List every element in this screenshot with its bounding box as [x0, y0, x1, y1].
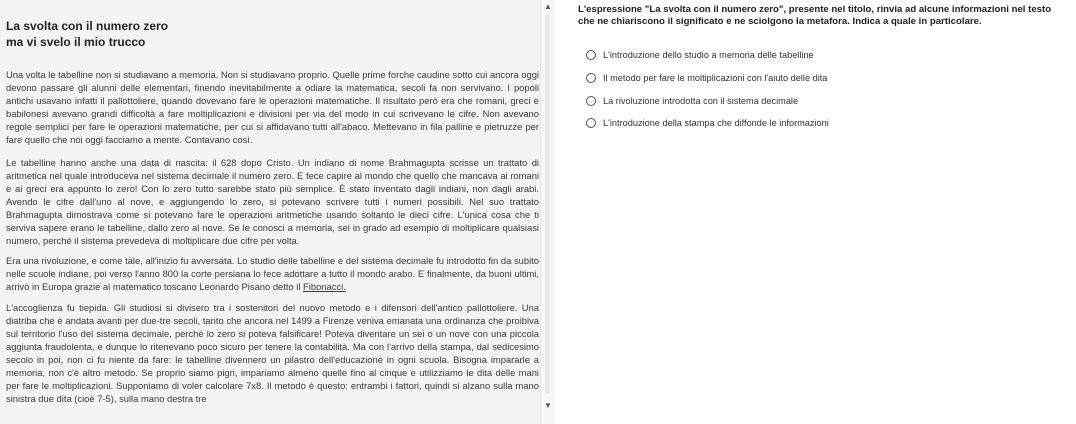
article-paragraph-3: [6, 254, 539, 293]
radio-button-icon[interactable]: [586, 96, 596, 106]
radio-button-icon[interactable]: [586, 118, 596, 128]
question-text: L'espressione "La svolta con il numero zero", presente nel titolo, rinvia ad alcune informazioni nel testo che ne chiariscono il significato e ne sciolgono la metafora. Indica a quale in particolare.: [578, 4, 1052, 27]
answer-option-label: L'introduzione della stampa che diffonde le informazioni: [603, 118, 829, 129]
article-title-line-1: La svolta con il numero zero: [6, 19, 169, 33]
article-paragraph-3-text: Era una rivoluzione, e come tale, all'inizio fu avversata. Lo studio delle tabelline e del sistema decimale fu introdotto fin da subito nelle scuole indiane, poi verso l'anno 800 la corte persiana lo fece adottare a tutto il mondo arabo. E finalmente, da buoni ultimi, arrivò in Europa grazie al matematico toscano Leonardo Pisano detto il: [6, 255, 539, 293]
answer-options: [586, 44, 1066, 135]
article-title: [6, 18, 306, 50]
radio-button-icon[interactable]: [586, 50, 596, 60]
article-paragraph-2: Le tabelline hanno anche una data di nascita: il 628 dopo Cristo. Un indiano di nome Brahmagupta scrisse un trattato di aritmetica nel quale introduceva nel sistema decimale il numero zero. E fece capire al mondo che quello che mancava ai romani e ai greci era appunto lo zero! Con lo zero tutto sarebbe stato più semplice. È stato inventato dagli indiani, non dagli arabi. Avendo le cifre dall'uno al nove, e aggiungendo lo zero, si potevano scrivere tutti i numeri possibili. Nel suo trattato Brahmagupta dimostrava come si potevano fare le operazioni aritmetiche usando soltanto le dieci cifre. L'unica cosa che ti serviva sapere erano le tabelline, dallo zero al nove. Se le conosci a memoria, sei in grado ad esempio di moltiplicare qualsiasi numero, perché il sistema prevedeva di moltiplicare due cifre per volta.: [6, 156, 539, 247]
vertical-scrollbar[interactable]: [540, 0, 555, 424]
article-paragraph-1: Una volta le tabelline non si studiavano a memoria. Non si studiavano proprio. Quelle prime forche caudine sotto cui ancora oggi devono passare gli alunni delle elementari, finendo inevitabilmente a odiare la matematica, secoli fa non servivano. I popoli antichi usavano infatti il pallottoliere, quando dovevano fare le operazioni matematiche. Il risultato però era che romani, greci e babilonesi avevano grandi difficoltà a fare moltiplicazioni e divisioni per via del modo in cui scrivevano le cifre. Non avevano regole semplici per fare le operazioni matematiche, per cui si affidavano tutti all'abaco. Mettevano in fila palline e pietruzze per fare quello che noi oggi facciamo a mente. Contavano così.: [6, 69, 539, 146]
answer-option-2[interactable]: [586, 67, 1066, 90]
answer-option-1[interactable]: [586, 44, 1066, 67]
scroll-thumb[interactable]: [545, 14, 550, 394]
answer-option-4[interactable]: [586, 112, 1066, 135]
radio-button-icon[interactable]: [586, 73, 596, 83]
answer-option-label: Il metodo per fare le moltiplicazioni con l'aiuto delle dita: [603, 73, 828, 84]
fibonacci-link[interactable]: Fibonacci.: [303, 281, 346, 293]
article-paragraph-4: L'accoglienza fu tiepida. Gli studiosi si divisero tra i sostenitori del nuovo metodo e i difensori dell'antico pallottoliere. Una diatriba che è andata avanti per due-tre secoli, tanto che ancora nel 1499 a Firenze veniva emanata una ordinanza che proibiva sul territorio l'uso del sistema decimale, perché lo zero si poteva falsificare! Poteva diventare un sei o un nove con una piccola aggiunta fraudolenta, e dunque lo ritenevano poco sicuro per tenere la contabilità. Ma con l'arrivo della stampa, dal sedicesimo secolo in poi, non ci fu niente da fare: le tabelline divennero un pilastro dell'educazione in ogni scuola. Bisogna impararle a memoria, non c'è altro metodo. Se proprio siamo pigri, impariamo almeno quelle fino al cinque e utilizziamo le dita delle mani per fare le moltiplicazioni. Supponiamo di voler calcolare 7x8. Il metodo è questo: entrambi i fattori, quindi si alzano sulla mano sinistra due dita (cioè 7-5), sulla mano destra tre: [6, 301, 539, 405]
question-pane: [556, 0, 1076, 424]
article-title-line-2: ma vi svelo il mio trucco: [6, 35, 146, 49]
answer-option-label: La rivoluzione introdotta con il sistema decimale: [603, 95, 799, 106]
answer-option-label: L'introduzione dello studio a memoria delle tabelline: [603, 50, 814, 61]
answer-option-3[interactable]: [586, 89, 1066, 112]
scroll-up-icon[interactable]: ▲: [544, 2, 552, 11]
scroll-down-icon[interactable]: ▼: [544, 401, 552, 410]
article-body: [6, 68, 539, 412]
